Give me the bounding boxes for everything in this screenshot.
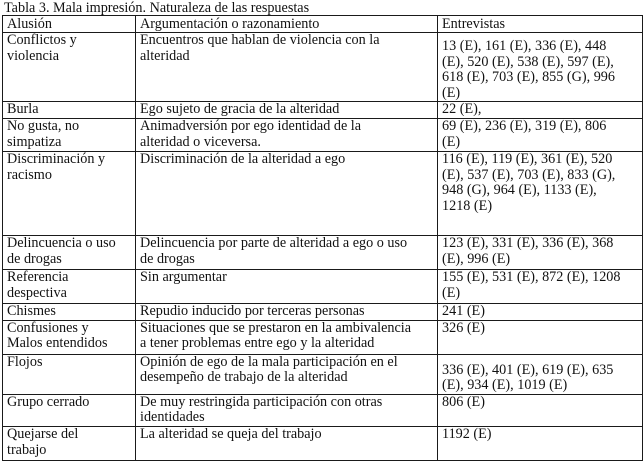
entrevistas-cell [438, 320, 643, 354]
entrevistas-cell [438, 151, 643, 235]
argumentacion-line: Encuentros que hablan de violencia con la [140, 32, 380, 48]
alusion-line: Chismes [7, 303, 56, 319]
alusion-cell [3, 354, 136, 394]
table-caption: Tabla 3. Mala impresión. Naturaleza de las respuestas [4, 0, 310, 16]
alusion-line: Conflictos y [7, 32, 77, 48]
entrevistas-line: 241 (E) [442, 303, 485, 319]
alusion-cell [3, 33, 136, 102]
alusion-cell [3, 426, 136, 460]
entrevistas-cell [438, 102, 643, 119]
alusion-cell [3, 320, 136, 354]
entrevistas-line: 618 (E), 703 (E), 855 (G), 996 [442, 69, 615, 86]
alusion-line: Malos entendidos [7, 335, 108, 352]
argumentacion-cell [136, 102, 438, 119]
responses-table [2, 15, 643, 461]
argumentacion-cell [136, 151, 438, 235]
entrevistas-cell [438, 33, 643, 102]
argumentacion-line: La alteridad se queja del trabajo [140, 426, 322, 442]
alusion-line: Burla [7, 101, 39, 118]
entrevistas-line: (E), 520 (E), 538 (E), 597 (E), [442, 53, 614, 70]
alusion-line: No gusta, no [7, 118, 80, 134]
entrevistas-cell [438, 235, 643, 269]
entrevistas-line: 326 (E) [442, 320, 485, 336]
alusion-line: despectiva [7, 284, 67, 301]
alusion-line: de drogas [7, 250, 62, 267]
header-argumentacion: Argumentación o razonamiento [136, 16, 438, 33]
entrevistas-line: 13 (E), 161 (E), 336 (E), 448 [442, 38, 607, 54]
table-row [3, 354, 643, 394]
argumentacion-line: Repudio inducido por terceras personas [140, 303, 365, 319]
alusion-line: Quejarse del [7, 426, 79, 442]
table-row [3, 320, 643, 354]
entrevistas-line: 1192 (E) [442, 426, 492, 442]
table-row [3, 235, 643, 269]
entrevistas-cell [438, 354, 643, 394]
entrevistas-line: 336 (E), 401 (E), 619 (E), 635 [442, 361, 614, 378]
argumentacion-line: Situaciones que se prestaron en la ambivalencia [140, 320, 412, 336]
argumentacion-cell [136, 118, 438, 151]
argumentacion-line: desempeño de trabajo de la alteridad [140, 369, 348, 386]
header-row [3, 16, 643, 33]
argumentacion-line: Ego sujeto de gracia de la alteridad [140, 101, 340, 118]
entrevistas-cell [438, 269, 643, 303]
alusion-line: Grupo cerrado [7, 394, 90, 410]
alusion-line: Confusiones y [7, 320, 89, 336]
table-row [3, 303, 643, 320]
argumentacion-line: a tener problemas entre ego y la alteridad [140, 335, 375, 352]
alusion-line: Referencia [7, 269, 69, 285]
argumentacion-line: Discriminación de la alteridad a ego [140, 151, 346, 167]
argumentacion-line: alteridad [140, 47, 190, 64]
entrevistas-line: 806 (E) [442, 394, 485, 410]
header-alusion: Alusión [3, 16, 136, 33]
table-row [3, 394, 643, 426]
alusion-cell [3, 235, 136, 269]
alusion-cell [3, 303, 136, 320]
argumentacion-cell [136, 426, 438, 460]
argumentacion-cell [136, 354, 438, 394]
entrevistas-line: (E) [442, 284, 461, 301]
alusion-cell [3, 151, 136, 235]
argumentacion-line: De muy restringida participación con otras [140, 394, 383, 410]
alusion-cell [3, 118, 136, 151]
entrevistas-cell [438, 118, 643, 151]
argumentacion-cell [136, 320, 438, 354]
table-row [3, 118, 643, 151]
entrevistas-line: 116 (E), 119 (E), 361 (E), 520 [442, 151, 613, 167]
alusion-line: trabajo [7, 441, 47, 458]
alusion-line: Delincuencia o uso [7, 235, 116, 251]
entrevistas-line: (E), 537 (E), 703 (E), 833 (G), [442, 166, 616, 183]
alusion-line: Discriminación y [7, 151, 106, 167]
table-row [3, 33, 643, 102]
entrevistas-cell [438, 394, 643, 426]
entrevistas-line: (E), 934 (E), 1019 (E) [442, 377, 568, 394]
alusion-line: Flojos [7, 354, 43, 370]
argumentacion-cell [136, 303, 438, 320]
entrevistas-line: (E), 996 (E) [442, 250, 511, 267]
entrevistas-cell [438, 303, 643, 320]
entrevistas-line: 22 (E), [442, 101, 482, 118]
argumentacion-line: Delincuencia por parte de alteridad a ego o uso [140, 235, 408, 251]
alusion-cell [3, 394, 136, 426]
alusion-line: violencia [7, 47, 59, 64]
entrevistas-line: 69 (E), 236 (E), 319 (E), 806 [442, 118, 607, 134]
argumentacion-line: Animadversión por ego identidad de la [140, 118, 362, 134]
argumentacion-line: alteridad o viceversa. [140, 133, 261, 150]
entrevistas-line: (E) [442, 133, 461, 150]
argumentacion-line: Opinión de ego de la mala participación en el [140, 354, 398, 370]
argumentacion-line: de drogas [140, 250, 195, 267]
table-row [3, 102, 643, 119]
argumentacion-cell [136, 269, 438, 303]
table-row [3, 269, 643, 303]
alusion-cell [3, 269, 136, 303]
alusion-cell [3, 102, 136, 119]
entrevistas-line: 1218 (E) [442, 197, 493, 214]
argumentacion-cell [136, 394, 438, 426]
table-row [3, 151, 643, 235]
argumentacion-line: Sin argumentar [140, 269, 227, 285]
alusion-line: racismo [7, 166, 52, 183]
argumentacion-cell [136, 33, 438, 102]
alusion-line: simpatiza [7, 133, 62, 150]
entrevistas-cell [438, 426, 643, 460]
argumentacion-line: identidades [140, 409, 205, 426]
entrevistas-line: 123 (E), 331 (E), 336 (E), 368 [442, 235, 614, 251]
header-entrevistas: Entrevistas [438, 16, 643, 33]
entrevistas-line: (E) [442, 84, 461, 101]
argumentacion-cell [136, 235, 438, 269]
entrevistas-line: 155 (E), 531 (E), 872 (E), 1208 [442, 269, 621, 285]
table-row [3, 426, 643, 460]
entrevistas-line: 948 (G), 964 (E), 1133 (E), [442, 182, 597, 199]
